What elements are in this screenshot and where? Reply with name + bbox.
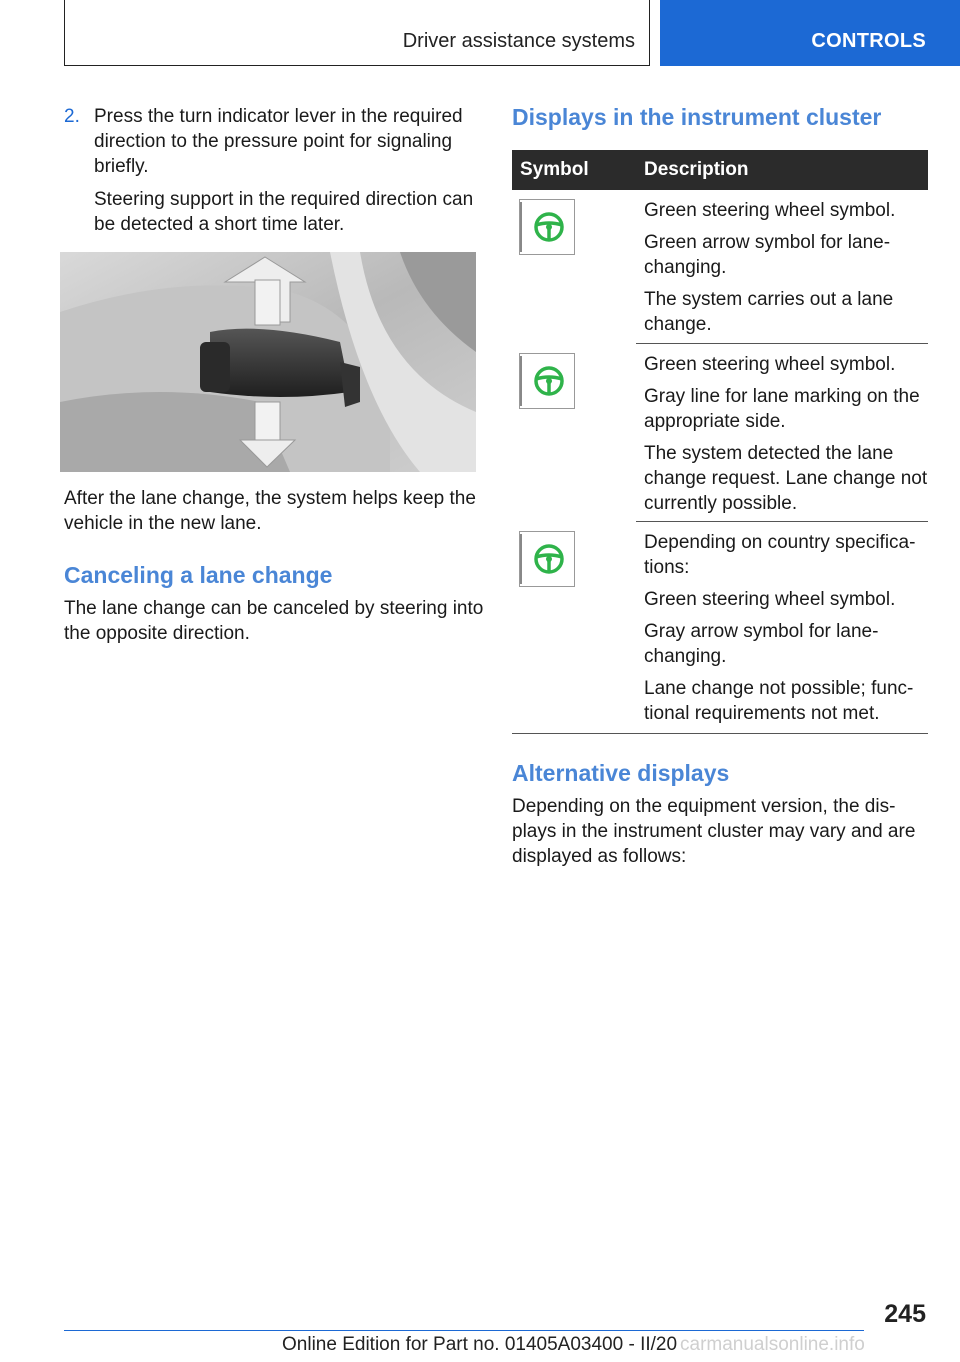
row-description — [644, 522, 928, 726]
watermark-text: carmanualsonline.info — [680, 1334, 865, 1355]
header-chapter-tab — [660, 0, 960, 66]
description-line: Green steering wheel symbol. — [644, 354, 896, 375]
header-section-title: Driver assistance systems — [402, 30, 635, 52]
symbol-table — [512, 150, 928, 734]
left-column — [64, 104, 484, 245]
column-header-description: Description — [644, 159, 749, 180]
description-line: The system detected the lane change request. Lane change not currently possible. — [644, 443, 928, 514]
page-number: 245 — [884, 1300, 926, 1328]
footer-divider — [64, 1330, 864, 1331]
description-line: Green steering wheel symbol. — [644, 200, 896, 221]
green-steering-wheel-icon — [519, 353, 575, 409]
description-line: Lane change not possible; func-tional requirements not met. — [644, 678, 914, 724]
after-figure-text: After the lane change, the system helps keep the vehicle in the new lane. — [64, 488, 476, 534]
turn-indicator-lever-illustration — [60, 252, 476, 472]
description-line: Depending on country specifica-tions: — [644, 532, 916, 578]
table-row — [512, 344, 928, 522]
alternative-displays-text: Depending on the equipment version, the dis-plays in the instrument cluster may vary and are displayed as follows: — [512, 796, 916, 867]
table-header — [512, 150, 928, 190]
header-section-box — [64, 0, 650, 66]
row-description — [644, 190, 928, 337]
description-line: Green arrow symbol for lane-changing. — [644, 232, 891, 278]
footer-edition-text: Online Edition for Part no. 01405A03400 - II/20 — [282, 1334, 678, 1355]
cancel-text: The lane change can be canceled by steering into the opposite direction. — [64, 598, 484, 644]
green-steering-wheel-icon — [519, 531, 575, 587]
displays-heading: Displays in the instrument cluster — [512, 104, 882, 130]
cancel-heading: Canceling a lane change — [64, 562, 333, 588]
description-line: Green steering wheel symbol. — [644, 589, 896, 610]
row-divider — [512, 733, 928, 734]
step-text: Press the turn indicator lever in the required direction to the pressure point for signaling briefly. — [94, 106, 463, 177]
step-item — [64, 104, 484, 237]
header-chapter-title: CONTROLS — [811, 30, 926, 52]
table-row — [512, 190, 928, 344]
description-line: Gray arrow symbol for lane-changing. — [644, 621, 879, 667]
step-note: Steering support in the required direction can be detected a short time later. — [94, 189, 474, 235]
description-line: Gray line for lane marking on the appropriate side. — [644, 386, 920, 432]
step-number: 2. — [64, 106, 80, 127]
column-header-symbol: Symbol — [520, 159, 589, 180]
green-steering-wheel-icon — [519, 199, 575, 255]
row-description — [644, 344, 928, 516]
alternative-displays-heading: Alternative displays — [512, 760, 730, 786]
table-row — [512, 522, 928, 734]
description-line: The system carries out a lane change. — [644, 289, 894, 335]
